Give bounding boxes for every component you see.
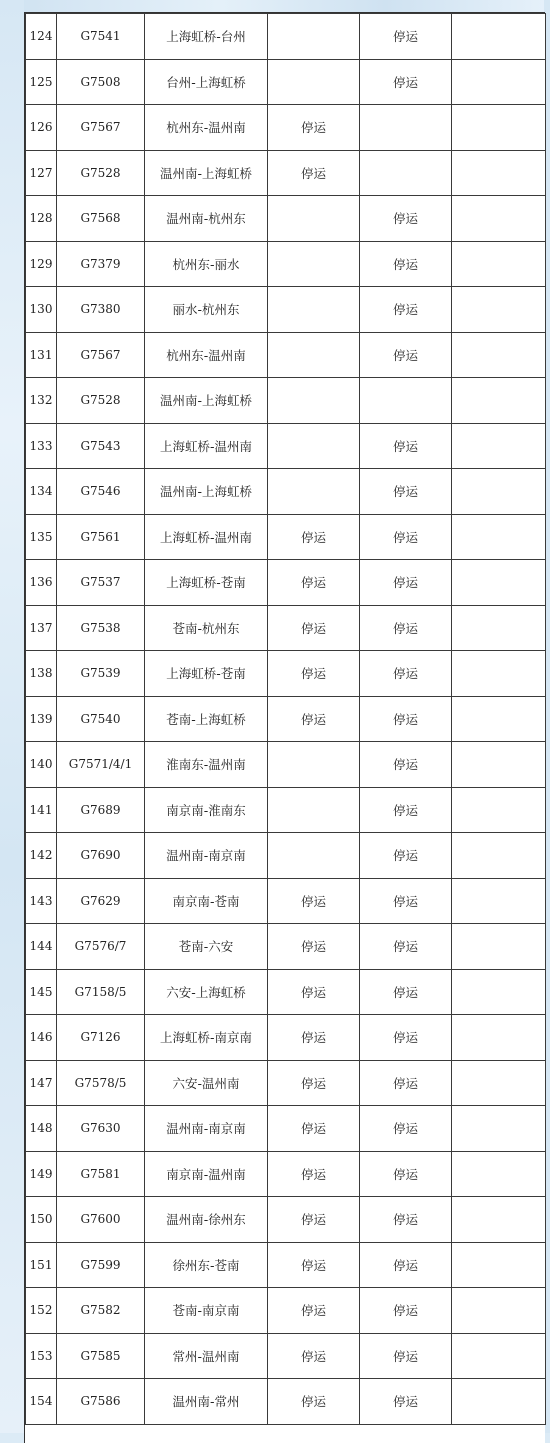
train-number: G7689	[57, 787, 145, 833]
empty-column	[452, 787, 546, 833]
train-number: G7541	[57, 14, 145, 60]
table-row	[26, 469, 546, 515]
status-column-1	[268, 423, 360, 469]
status-column-2: 停运	[360, 651, 452, 697]
status-column-2: 停运	[360, 514, 452, 560]
status-column-1: 停运	[268, 924, 360, 970]
status-column-2: 停运	[360, 241, 452, 287]
status-column-2: 停运	[360, 560, 452, 606]
status-column-2: 停运	[360, 1242, 452, 1288]
train-number: G7630	[57, 1106, 145, 1152]
empty-column	[452, 1197, 546, 1243]
train-number: G7585	[57, 1333, 145, 1379]
row-index: 145	[26, 969, 57, 1015]
train-number: G7540	[57, 696, 145, 742]
route: 苍南-六安	[145, 924, 268, 970]
train-number: G7508	[57, 59, 145, 105]
status-column-1: 停运	[268, 1015, 360, 1061]
empty-column	[452, 1333, 546, 1379]
empty-column	[452, 560, 546, 606]
status-column-1: 停运	[268, 1197, 360, 1243]
status-column-2: 停运	[360, 1015, 452, 1061]
row-index: 142	[26, 833, 57, 879]
status-column-1	[268, 59, 360, 105]
status-column-2: 停运	[360, 1379, 452, 1425]
row-index: 141	[26, 787, 57, 833]
empty-column	[452, 514, 546, 560]
train-number: G7380	[57, 287, 145, 333]
route: 杭州东-丽水	[145, 241, 268, 287]
route: 温州南-杭州东	[145, 196, 268, 242]
table-row	[26, 1197, 546, 1243]
empty-column	[452, 150, 546, 196]
empty-column	[452, 924, 546, 970]
train-number: G7546	[57, 469, 145, 515]
route: 温州南-常州	[145, 1379, 268, 1425]
status-column-1: 停运	[268, 1333, 360, 1379]
train-number: G7629	[57, 878, 145, 924]
route: 南京南-苍南	[145, 878, 268, 924]
status-column-1: 停运	[268, 605, 360, 651]
row-index: 127	[26, 150, 57, 196]
train-number: G7528	[57, 150, 145, 196]
row-index: 146	[26, 1015, 57, 1061]
status-column-1: 停运	[268, 878, 360, 924]
status-column-1	[268, 469, 360, 515]
empty-column	[452, 833, 546, 879]
page-background-left	[0, 0, 24, 1433]
empty-column	[452, 469, 546, 515]
route: 上海虹桥-温州南	[145, 514, 268, 560]
status-column-2: 停运	[360, 1288, 452, 1334]
table-row	[26, 1151, 546, 1197]
train-suspension-table	[25, 13, 546, 1425]
route: 苍南-杭州东	[145, 605, 268, 651]
status-column-2: 停运	[360, 1106, 452, 1152]
status-column-2: 停运	[360, 196, 452, 242]
route: 苍南-南京南	[145, 1288, 268, 1334]
status-column-2: 停运	[360, 1197, 452, 1243]
empty-column	[452, 1379, 546, 1425]
suspension-table-sheet	[24, 12, 545, 1443]
train-number: G7690	[57, 833, 145, 879]
train-number: G7538	[57, 605, 145, 651]
train-number: G7158/5	[57, 969, 145, 1015]
status-column-1: 停运	[268, 1379, 360, 1425]
row-index: 130	[26, 287, 57, 333]
route: 上海虹桥-苍南	[145, 560, 268, 606]
row-index: 134	[26, 469, 57, 515]
table-row	[26, 1379, 546, 1425]
empty-column	[452, 1288, 546, 1334]
row-index: 135	[26, 514, 57, 560]
row-index: 149	[26, 1151, 57, 1197]
train-number: G7126	[57, 1015, 145, 1061]
train-number: G7576/7	[57, 924, 145, 970]
status-column-2	[360, 150, 452, 196]
empty-column	[452, 605, 546, 651]
empty-column	[452, 1015, 546, 1061]
table-row	[26, 241, 546, 287]
table-row	[26, 14, 546, 60]
train-number: G7600	[57, 1197, 145, 1243]
table-row	[26, 423, 546, 469]
status-column-2: 停运	[360, 605, 452, 651]
row-index: 125	[26, 59, 57, 105]
row-index: 148	[26, 1106, 57, 1152]
table-row	[26, 560, 546, 606]
empty-column	[452, 696, 546, 742]
route: 温州南-南京南	[145, 1106, 268, 1152]
table-row	[26, 605, 546, 651]
table-row	[26, 1242, 546, 1288]
row-index: 129	[26, 241, 57, 287]
status-column-1: 停运	[268, 150, 360, 196]
status-column-1	[268, 14, 360, 60]
row-index: 128	[26, 196, 57, 242]
status-column-1: 停运	[268, 1288, 360, 1334]
table-row	[26, 1288, 546, 1334]
route: 上海虹桥-南京南	[145, 1015, 268, 1061]
empty-column	[452, 105, 546, 151]
train-number: G7561	[57, 514, 145, 560]
table-row	[26, 833, 546, 879]
status-column-2: 停运	[360, 924, 452, 970]
row-index: 151	[26, 1242, 57, 1288]
status-column-2: 停运	[360, 14, 452, 60]
row-index: 124	[26, 14, 57, 60]
row-index: 137	[26, 605, 57, 651]
route: 温州南-上海虹桥	[145, 150, 268, 196]
status-column-2: 停运	[360, 878, 452, 924]
route: 丽水-杭州东	[145, 287, 268, 333]
empty-column	[452, 59, 546, 105]
route: 上海虹桥-苍南	[145, 651, 268, 697]
route: 南京南-温州南	[145, 1151, 268, 1197]
status-column-1: 停运	[268, 696, 360, 742]
status-column-1: 停运	[268, 1242, 360, 1288]
train-number: G7567	[57, 105, 145, 151]
status-column-2: 停运	[360, 59, 452, 105]
train-number: G7586	[57, 1379, 145, 1425]
empty-column	[452, 423, 546, 469]
route: 六安-上海虹桥	[145, 969, 268, 1015]
status-column-2: 停运	[360, 332, 452, 378]
train-number: G7582	[57, 1288, 145, 1334]
row-index: 154	[26, 1379, 57, 1425]
empty-column	[452, 196, 546, 242]
empty-column	[452, 14, 546, 60]
train-number: G7528	[57, 378, 145, 424]
table-row	[26, 696, 546, 742]
status-column-1	[268, 196, 360, 242]
status-column-1: 停运	[268, 651, 360, 697]
status-column-1	[268, 332, 360, 378]
status-column-2: 停运	[360, 969, 452, 1015]
empty-column	[452, 651, 546, 697]
status-column-1	[268, 378, 360, 424]
route: 上海虹桥-温州南	[145, 423, 268, 469]
empty-column	[452, 1242, 546, 1288]
empty-column	[452, 878, 546, 924]
empty-column	[452, 1106, 546, 1152]
train-number: G7568	[57, 196, 145, 242]
route: 温州南-南京南	[145, 833, 268, 879]
train-number: G7537	[57, 560, 145, 606]
row-index: 147	[26, 1060, 57, 1106]
train-number: G7567	[57, 332, 145, 378]
table-row	[26, 742, 546, 788]
row-index: 150	[26, 1197, 57, 1243]
status-column-2: 停运	[360, 1060, 452, 1106]
status-column-1	[268, 241, 360, 287]
status-column-1	[268, 833, 360, 879]
table-row	[26, 287, 546, 333]
train-number: G7379	[57, 241, 145, 287]
route: 台州-上海虹桥	[145, 59, 268, 105]
route: 淮南东-温州南	[145, 742, 268, 788]
train-number: G7581	[57, 1151, 145, 1197]
status-column-2: 停运	[360, 423, 452, 469]
row-index: 143	[26, 878, 57, 924]
status-column-1	[268, 787, 360, 833]
status-column-2: 停运	[360, 696, 452, 742]
table-row	[26, 378, 546, 424]
route: 六安-温州南	[145, 1060, 268, 1106]
status-column-1: 停运	[268, 969, 360, 1015]
empty-column	[452, 378, 546, 424]
status-column-1	[268, 742, 360, 788]
route: 温州南-上海虹桥	[145, 378, 268, 424]
row-index: 140	[26, 742, 57, 788]
table-row	[26, 105, 546, 151]
table-row	[26, 1333, 546, 1379]
train-number: G7571/4/1	[57, 742, 145, 788]
train-number: G7543	[57, 423, 145, 469]
table-row	[26, 1060, 546, 1106]
table-body	[26, 14, 546, 1425]
table-row	[26, 150, 546, 196]
train-number: G7599	[57, 1242, 145, 1288]
route: 温州南-徐州东	[145, 1197, 268, 1243]
empty-column	[452, 969, 546, 1015]
status-column-1: 停运	[268, 514, 360, 560]
route: 南京南-淮南东	[145, 787, 268, 833]
route: 常州-温州南	[145, 1333, 268, 1379]
row-index: 138	[26, 651, 57, 697]
route: 上海虹桥-台州	[145, 14, 268, 60]
row-index: 144	[26, 924, 57, 970]
table-row	[26, 59, 546, 105]
table-row	[26, 878, 546, 924]
empty-column	[452, 1151, 546, 1197]
train-number: G7578/5	[57, 1060, 145, 1106]
table-row	[26, 1015, 546, 1061]
row-index: 132	[26, 378, 57, 424]
route: 徐州东-苍南	[145, 1242, 268, 1288]
table-row	[26, 1106, 546, 1152]
row-index: 153	[26, 1333, 57, 1379]
status-column-2: 停运	[360, 287, 452, 333]
row-index: 152	[26, 1288, 57, 1334]
train-number: G7539	[57, 651, 145, 697]
table-row	[26, 969, 546, 1015]
empty-column	[452, 332, 546, 378]
empty-column	[452, 287, 546, 333]
empty-column	[452, 241, 546, 287]
route: 杭州东-温州南	[145, 105, 268, 151]
row-index: 139	[26, 696, 57, 742]
status-column-1: 停运	[268, 1106, 360, 1152]
status-column-1: 停运	[268, 105, 360, 151]
row-index: 133	[26, 423, 57, 469]
status-column-2	[360, 105, 452, 151]
row-index: 131	[26, 332, 57, 378]
table-row	[26, 332, 546, 378]
status-column-2: 停运	[360, 787, 452, 833]
status-column-2	[360, 378, 452, 424]
status-column-1	[268, 287, 360, 333]
table-row	[26, 514, 546, 560]
status-column-2: 停运	[360, 833, 452, 879]
status-column-2: 停运	[360, 742, 452, 788]
table-row	[26, 651, 546, 697]
status-column-2: 停运	[360, 469, 452, 515]
status-column-1: 停运	[268, 560, 360, 606]
status-column-1: 停运	[268, 1151, 360, 1197]
status-column-2: 停运	[360, 1333, 452, 1379]
route: 苍南-上海虹桥	[145, 696, 268, 742]
row-index: 136	[26, 560, 57, 606]
status-column-1: 停运	[268, 1060, 360, 1106]
row-index: 126	[26, 105, 57, 151]
route: 杭州东-温州南	[145, 332, 268, 378]
table-row	[26, 924, 546, 970]
empty-column	[452, 742, 546, 788]
status-column-2: 停运	[360, 1151, 452, 1197]
empty-column	[452, 1060, 546, 1106]
table-row	[26, 196, 546, 242]
route: 温州南-上海虹桥	[145, 469, 268, 515]
table-row	[26, 787, 546, 833]
